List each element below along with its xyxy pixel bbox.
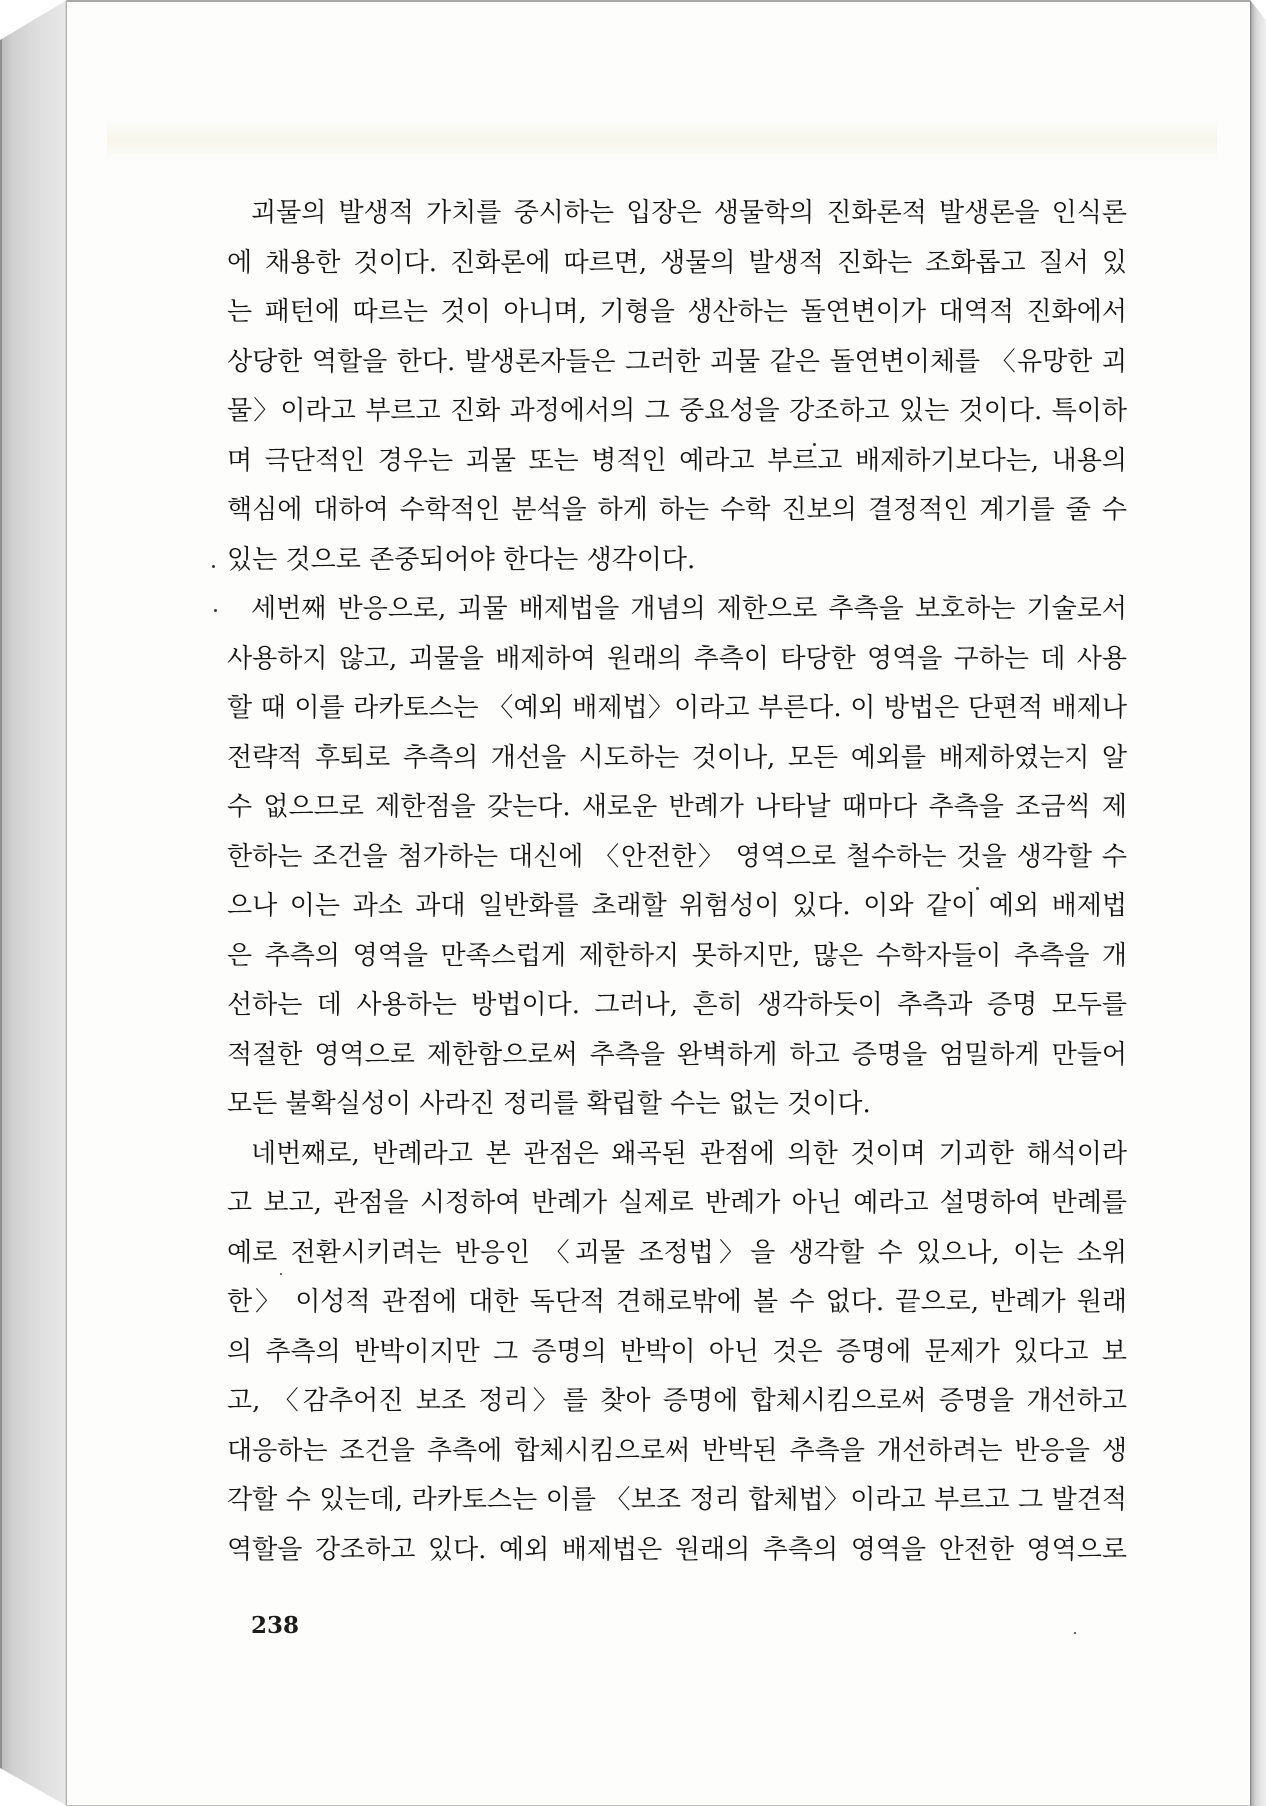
paragraph [227, 585, 1127, 1130]
text-line: 한하는 조건을 첨가하는 대신에 〈안전한〉 영역으로 철수하는 것을 생각할 수 [227, 841, 1127, 872]
paragraph [227, 189, 1127, 585]
text-line: 대응하는 조건을 추측에 합체시킴으로써 반박된 추측을 개선하려는 반응을 생 [227, 1435, 1127, 1466]
scan-tint [107, 120, 1217, 160]
text-line: 역할을 강조하고 있다. 예외 배제법은 원래의 추측의 영역을 안전한 영역으로 [227, 1534, 1127, 1565]
text-line: 는 패턴에 따르는 것이 아니며, 기형을 생산하는 돌연변이가 대역적 진화에서 [227, 297, 1127, 327]
scan-speck [976, 887, 979, 890]
text-line: 할 때 이를 라카토스는 〈예외 배제법〉이라고 부른다. 이 방법은 단편적 배제나 [227, 693, 1127, 723]
scan-speck [214, 609, 217, 612]
text-line: 있는 것으로 존중되어야 한다는 생각이다. [227, 544, 696, 575]
text-line: 사용하지 않고, 괴물을 배제하여 원래의 추측이 타당한 영역을 구하는 데 사용 [227, 643, 1127, 674]
text-line: 은 추측의 영역을 만족스럽게 제한하지 못하지만, 많은 수학자들이 추측을 개 [227, 940, 1127, 971]
text-line: 괴물의 발생적 가치를 중시하는 입장은 생물학의 진화론적 발생론을 인식론 [251, 198, 1127, 228]
page-edge-shadow [1250, 0, 1266, 1806]
scan-speck [1074, 1632, 1076, 1634]
text-line: 적절한 영역으로 제한함으로써 추측을 완벽하게 하고 증명을 엄밀하게 만들어 [227, 1039, 1127, 1070]
book-spine [0, 0, 67, 1806]
text-line: 상당한 역할을 한다. 발생론자들은 그러한 괴물 같은 돌연변이체를 〈유망한 괴 [227, 346, 1127, 377]
text-line: 물〉이라고 부르고 진화 과정에서의 그 중요성을 강조하고 있는 것이다. 특이하 [227, 396, 1127, 426]
body-text [227, 189, 1127, 1575]
scan-speck [813, 443, 816, 446]
text-line: 고 보고, 관점을 시정하여 반례가 실제로 반례가 아닌 예라고 설명하여 반례를 [227, 1188, 1127, 1218]
text-line: 한〉 이성적 관점에 대한 독단적 견해로밖에 볼 수 없다. 끝으로, 반례가 원래 [227, 1287, 1127, 1317]
text-line: 선하는 데 사용하는 방법이다. 그러나, 흔히 생각하듯이 추측과 증명 모두를 [227, 990, 1127, 1020]
page-number: 238 [251, 1612, 300, 1639]
text-line: 전략적 후퇴로 추측의 개선을 시도하는 것이나, 모든 예외를 배제하였는지 알 [227, 742, 1127, 773]
paragraph [227, 1130, 1127, 1576]
book-page [67, 0, 1250, 1806]
text-line: 고, 〈감추어진 보조 정리〉를 찾아 증명에 합체시킴으로써 증명을 개선하고 [227, 1386, 1127, 1416]
text-line: 예로 전환시키려는 반응인 〈괴물 조정법〉을 생각할 수 있으나, 이는 소위 [227, 1237, 1127, 1268]
text-line: 각할 수 있는데, 라카토스는 이를 〈보조 정리 합체법〉이라고 부르고 그 발견적 [227, 1485, 1127, 1515]
text-line: 핵심에 대하여 수학적인 분석을 하게 하는 수학 진보의 결정적인 계기를 줄 수 [227, 495, 1127, 525]
text-line: 며 극단적인 경우는 괴물 또는 병적인 예라고 부르고 배제하기보다는, 내용의 [227, 445, 1127, 476]
text-line: 네번째로, 반례라고 본 관점은 왜곡된 관점에 의한 것이며 기괴한 해석이라 [251, 1138, 1127, 1169]
text-line: 의 추측의 반박이지만 그 증명의 반박이 아닌 것은 증명에 문제가 있다고 보 [227, 1336, 1127, 1367]
text-line: 에 채용한 것이다. 진화론에 따르면, 생물의 발생적 진화는 조화롭고 질서 있 [227, 247, 1127, 278]
scan-speck [280, 1273, 282, 1275]
text-line: 세번째 반응으로, 괴물 배제법을 개념의 제한으로 추측을 보호하는 기술로서 [251, 594, 1127, 624]
text-line: 으나 이는 과소 과대 일반화를 초래할 위험성이 있다. 이와 같이 예외 배제법 [227, 891, 1127, 921]
text-line: 수 없으므로 제한점을 갖는다. 새로운 반례가 나타날 때마다 추측을 조금씩 제 [227, 792, 1127, 822]
scan-speck [212, 565, 215, 568]
text-line: 모든 불확실성이 사라진 정리를 확립할 수는 없는 것이다. [227, 1089, 871, 1119]
